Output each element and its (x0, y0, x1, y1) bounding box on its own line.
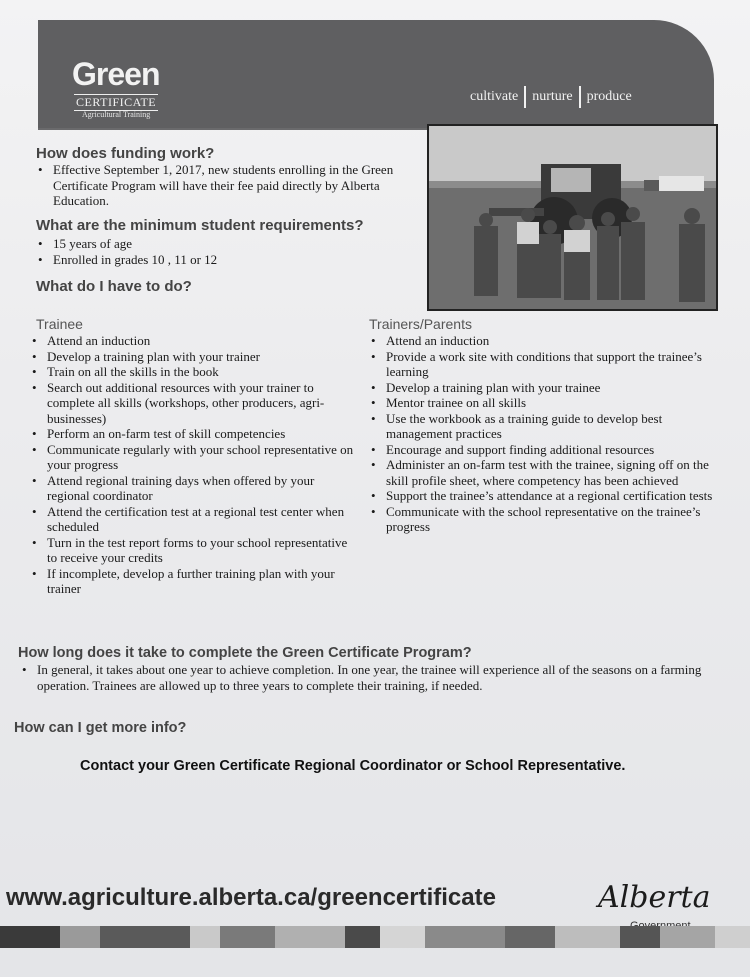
stripe-segment (345, 926, 380, 948)
stripe-segment (715, 926, 750, 948)
todo-heading: What do I have to do? (36, 278, 192, 295)
list-item: • Provide a work site with conditions that support the trainee’s learning (369, 349, 717, 380)
list-item: • 15 years of age (36, 236, 406, 252)
list-item: • Search out additional resources with your trainer to complete all skills (workshops, other producers, agri-businesses) (30, 380, 360, 427)
trainee-list (30, 333, 360, 597)
list-item: • Perform an on-farm test of skill competencies (30, 426, 360, 442)
trainers-list (369, 333, 717, 535)
stripe-segment (380, 926, 425, 948)
stripe-segment (275, 926, 345, 948)
tagline-cultivate: cultivate (470, 89, 519, 104)
list-item: • Use the workbook as a training guide to develop best management practices (369, 411, 717, 442)
logo-green: Green (72, 56, 160, 92)
list-item: • Attend the certification test at a regional test center when scheduled (30, 504, 360, 535)
list-item: • Attend an induction (30, 333, 360, 349)
stripe-segment (660, 926, 715, 948)
tagline-produce: produce (586, 89, 632, 104)
funding-heading: How does funding work? (36, 145, 215, 162)
list-item: • Communicate with the school representative on the trainee’s progress (369, 504, 717, 535)
tagline-divider (579, 86, 581, 108)
list-item: • Attend regional training days when offered by your regional coordinator (30, 473, 360, 504)
funding-list (36, 162, 406, 209)
stripe-segment (60, 926, 100, 948)
requirements-heading: What are the minimum student requirements? (36, 217, 364, 234)
list-item: • Enrolled in grades 10 , 11 or 12 (36, 252, 406, 268)
stripe-segment (505, 926, 555, 948)
stripe-segment (0, 926, 60, 948)
list-item: • Communicate regularly with your school representative on your progress (30, 442, 360, 473)
info-heading: How can I get more info? (14, 720, 187, 736)
list-item: • If incomplete, develop a further training plan with your trainer (30, 566, 360, 597)
stripe-segment (555, 926, 620, 948)
logo-certificate: CERTIFICATE (76, 95, 157, 109)
tagline-nurture: nurture (532, 89, 573, 104)
trainers-heading: Trainers/Parents (369, 316, 472, 332)
footer-stripe (0, 926, 750, 948)
website-url[interactable]: www.agriculture.alberta.ca/greencertificate (6, 884, 496, 911)
logo-subtitle: Agricultural Training (82, 110, 151, 119)
list-item: • Encourage and support finding additional resources (369, 442, 717, 458)
trainee-heading: Trainee (36, 316, 83, 332)
list-item: • In general, it takes about one year to achieve completion. In one year, the trainee will experience all of the seasons on a farming operation. Trainees are allowed up to three years to complete their training, if needed. (20, 662, 720, 693)
list-item: • Turn in the test report forms to your school representative to receive your credits (30, 535, 360, 566)
duration-heading: How long does it take to complete the Green Certificate Program? (18, 645, 472, 661)
tagline (470, 86, 632, 108)
list-item: • Effective September 1, 2017, new students enrolling in the Green Certificate Program will have their fee paid directly by Alberta Education. (36, 162, 406, 209)
list-item: • Develop a training plan with your trainee (369, 380, 717, 396)
stripe-segment (620, 926, 660, 948)
stripe-segment (190, 926, 220, 948)
stripe-segment (220, 926, 275, 948)
stripe-segment (100, 926, 190, 948)
photo-students-tractor (427, 124, 718, 311)
list-item: • Administer an on-farm test with the trainee, signing off on the skill profile sheet, where competency has been achieved (369, 457, 717, 488)
list-item: • Train on all the skills in the book (30, 364, 360, 380)
list-item: • Support the trainee’s attendance at a regional certification tests (369, 488, 717, 504)
photo-illustration (429, 126, 716, 309)
list-item: • Attend an induction (369, 333, 717, 349)
alberta-logo: Alberta (598, 880, 711, 915)
requirements-list (36, 236, 406, 267)
tagline-divider (524, 86, 526, 108)
duration-list (20, 662, 720, 693)
stripe-segment (425, 926, 505, 948)
contact-line: Contact your Green Certificate Regional Coordinator or School Representative. (80, 758, 626, 774)
list-item: • Mentor trainee on all skills (369, 395, 717, 411)
list-item: • Develop a training plan with your trainer (30, 349, 360, 365)
